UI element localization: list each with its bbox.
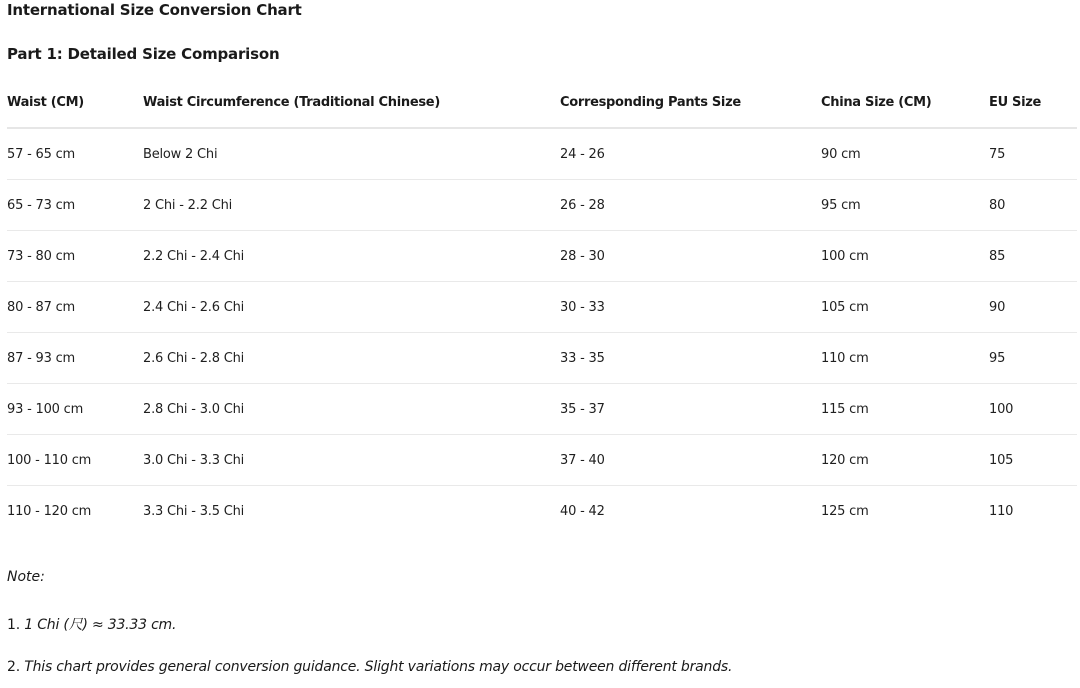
table-row: [7, 333, 1077, 384]
document-title: International Size Conversion Chart: [7, 1, 302, 19]
cell-china-size: 125 cm: [821, 503, 869, 519]
cell-waist-traditional: Below 2 Chi: [143, 128, 560, 180]
cell-china-size: 115 cm: [821, 384, 989, 435]
cell-pants-size: 37 - 40: [560, 435, 821, 486]
cell-waist-traditional: 3.3 Chi - 3.5 Chi: [143, 503, 245, 519]
size-conversion-table: [7, 77, 1077, 536]
header-pants-size: Corresponding Pants Size: [560, 77, 821, 128]
cell-waist-cm: 73 - 80 cm: [7, 231, 143, 282]
cell-pants-size: 40 - 42: [560, 503, 605, 519]
header-eu-size: EU Size: [989, 77, 1077, 128]
cell-eu-size: 75: [989, 128, 1077, 180]
note-label: Note:: [7, 569, 45, 585]
section-title: Part 1: Detailed Size Comparison: [7, 45, 280, 63]
cell-waist-traditional: 2.4 Chi - 2.6 Chi: [143, 282, 560, 333]
cell-pants-size: 35 - 37: [560, 384, 821, 435]
header-waist-traditional: Waist Circumference (Traditional Chinese): [143, 77, 560, 128]
cell-pants-size: 30 - 33: [560, 282, 821, 333]
table-row: [7, 231, 1077, 282]
note-item: [7, 615, 176, 635]
cell-eu-size: 90: [989, 282, 1077, 333]
cell-waist-traditional: 2.2 Chi - 2.4 Chi: [143, 231, 560, 282]
table-row: [7, 180, 1077, 231]
cell-waist-traditional: 2 Chi - 2.2 Chi: [143, 180, 560, 231]
cell-pants-size: 24 - 26: [560, 128, 821, 180]
cell-eu-size: 100: [989, 384, 1077, 435]
cell-pants-size: 26 - 28: [560, 180, 821, 231]
table-row: [7, 486, 1077, 537]
cell-pants-size: 28 - 30: [560, 231, 821, 282]
header-waist-cm: Waist (CM): [7, 77, 143, 128]
table-row: [7, 128, 1077, 180]
cell-waist-cm: 100 - 110 cm: [7, 435, 143, 486]
cell-eu-size: 95: [989, 333, 1077, 384]
cell-waist-traditional: 2.8 Chi - 3.0 Chi: [143, 384, 560, 435]
cell-waist-cm: 110 - 120 cm: [7, 503, 92, 519]
cell-eu-size: 80: [989, 180, 1077, 231]
cell-waist-cm: 57 - 65 cm: [7, 128, 143, 180]
cell-waist-traditional: 2.6 Chi - 2.8 Chi: [143, 333, 560, 384]
cell-china-size: 105 cm: [821, 282, 989, 333]
cell-china-size: 95 cm: [821, 180, 989, 231]
note-number: 1.: [7, 617, 20, 633]
note-text: 1 Chi (尺) ≈ 33.33 cm.: [24, 617, 177, 633]
note-item: [7, 657, 732, 677]
cell-pants-size: 33 - 35: [560, 333, 821, 384]
cell-waist-traditional: 3.0 Chi - 3.3 Chi: [143, 435, 560, 486]
table-row: [7, 282, 1077, 333]
table-row: [7, 435, 1077, 486]
cell-waist-cm: 93 - 100 cm: [7, 384, 143, 435]
cell-eu-size: 85: [989, 231, 1077, 282]
cell-china-size: 110 cm: [821, 333, 989, 384]
note-text: This chart provides general conversion guidance. Slight variations may occur between different brands.: [24, 659, 733, 675]
cell-china-size: 90 cm: [821, 128, 989, 180]
cell-waist-cm: 80 - 87 cm: [7, 282, 143, 333]
cell-china-size: 100 cm: [821, 231, 989, 282]
table-header-row: [7, 77, 1077, 128]
header-china-size: China Size (CM): [821, 77, 989, 128]
note-number: 2.: [7, 659, 20, 675]
cell-eu-size: 105: [989, 435, 1077, 486]
cell-china-size: 120 cm: [821, 435, 989, 486]
table-row: [7, 384, 1077, 435]
cell-waist-cm: 65 - 73 cm: [7, 180, 143, 231]
cell-waist-cm: 87 - 93 cm: [7, 333, 143, 384]
cell-eu-size: 110: [989, 503, 1014, 519]
